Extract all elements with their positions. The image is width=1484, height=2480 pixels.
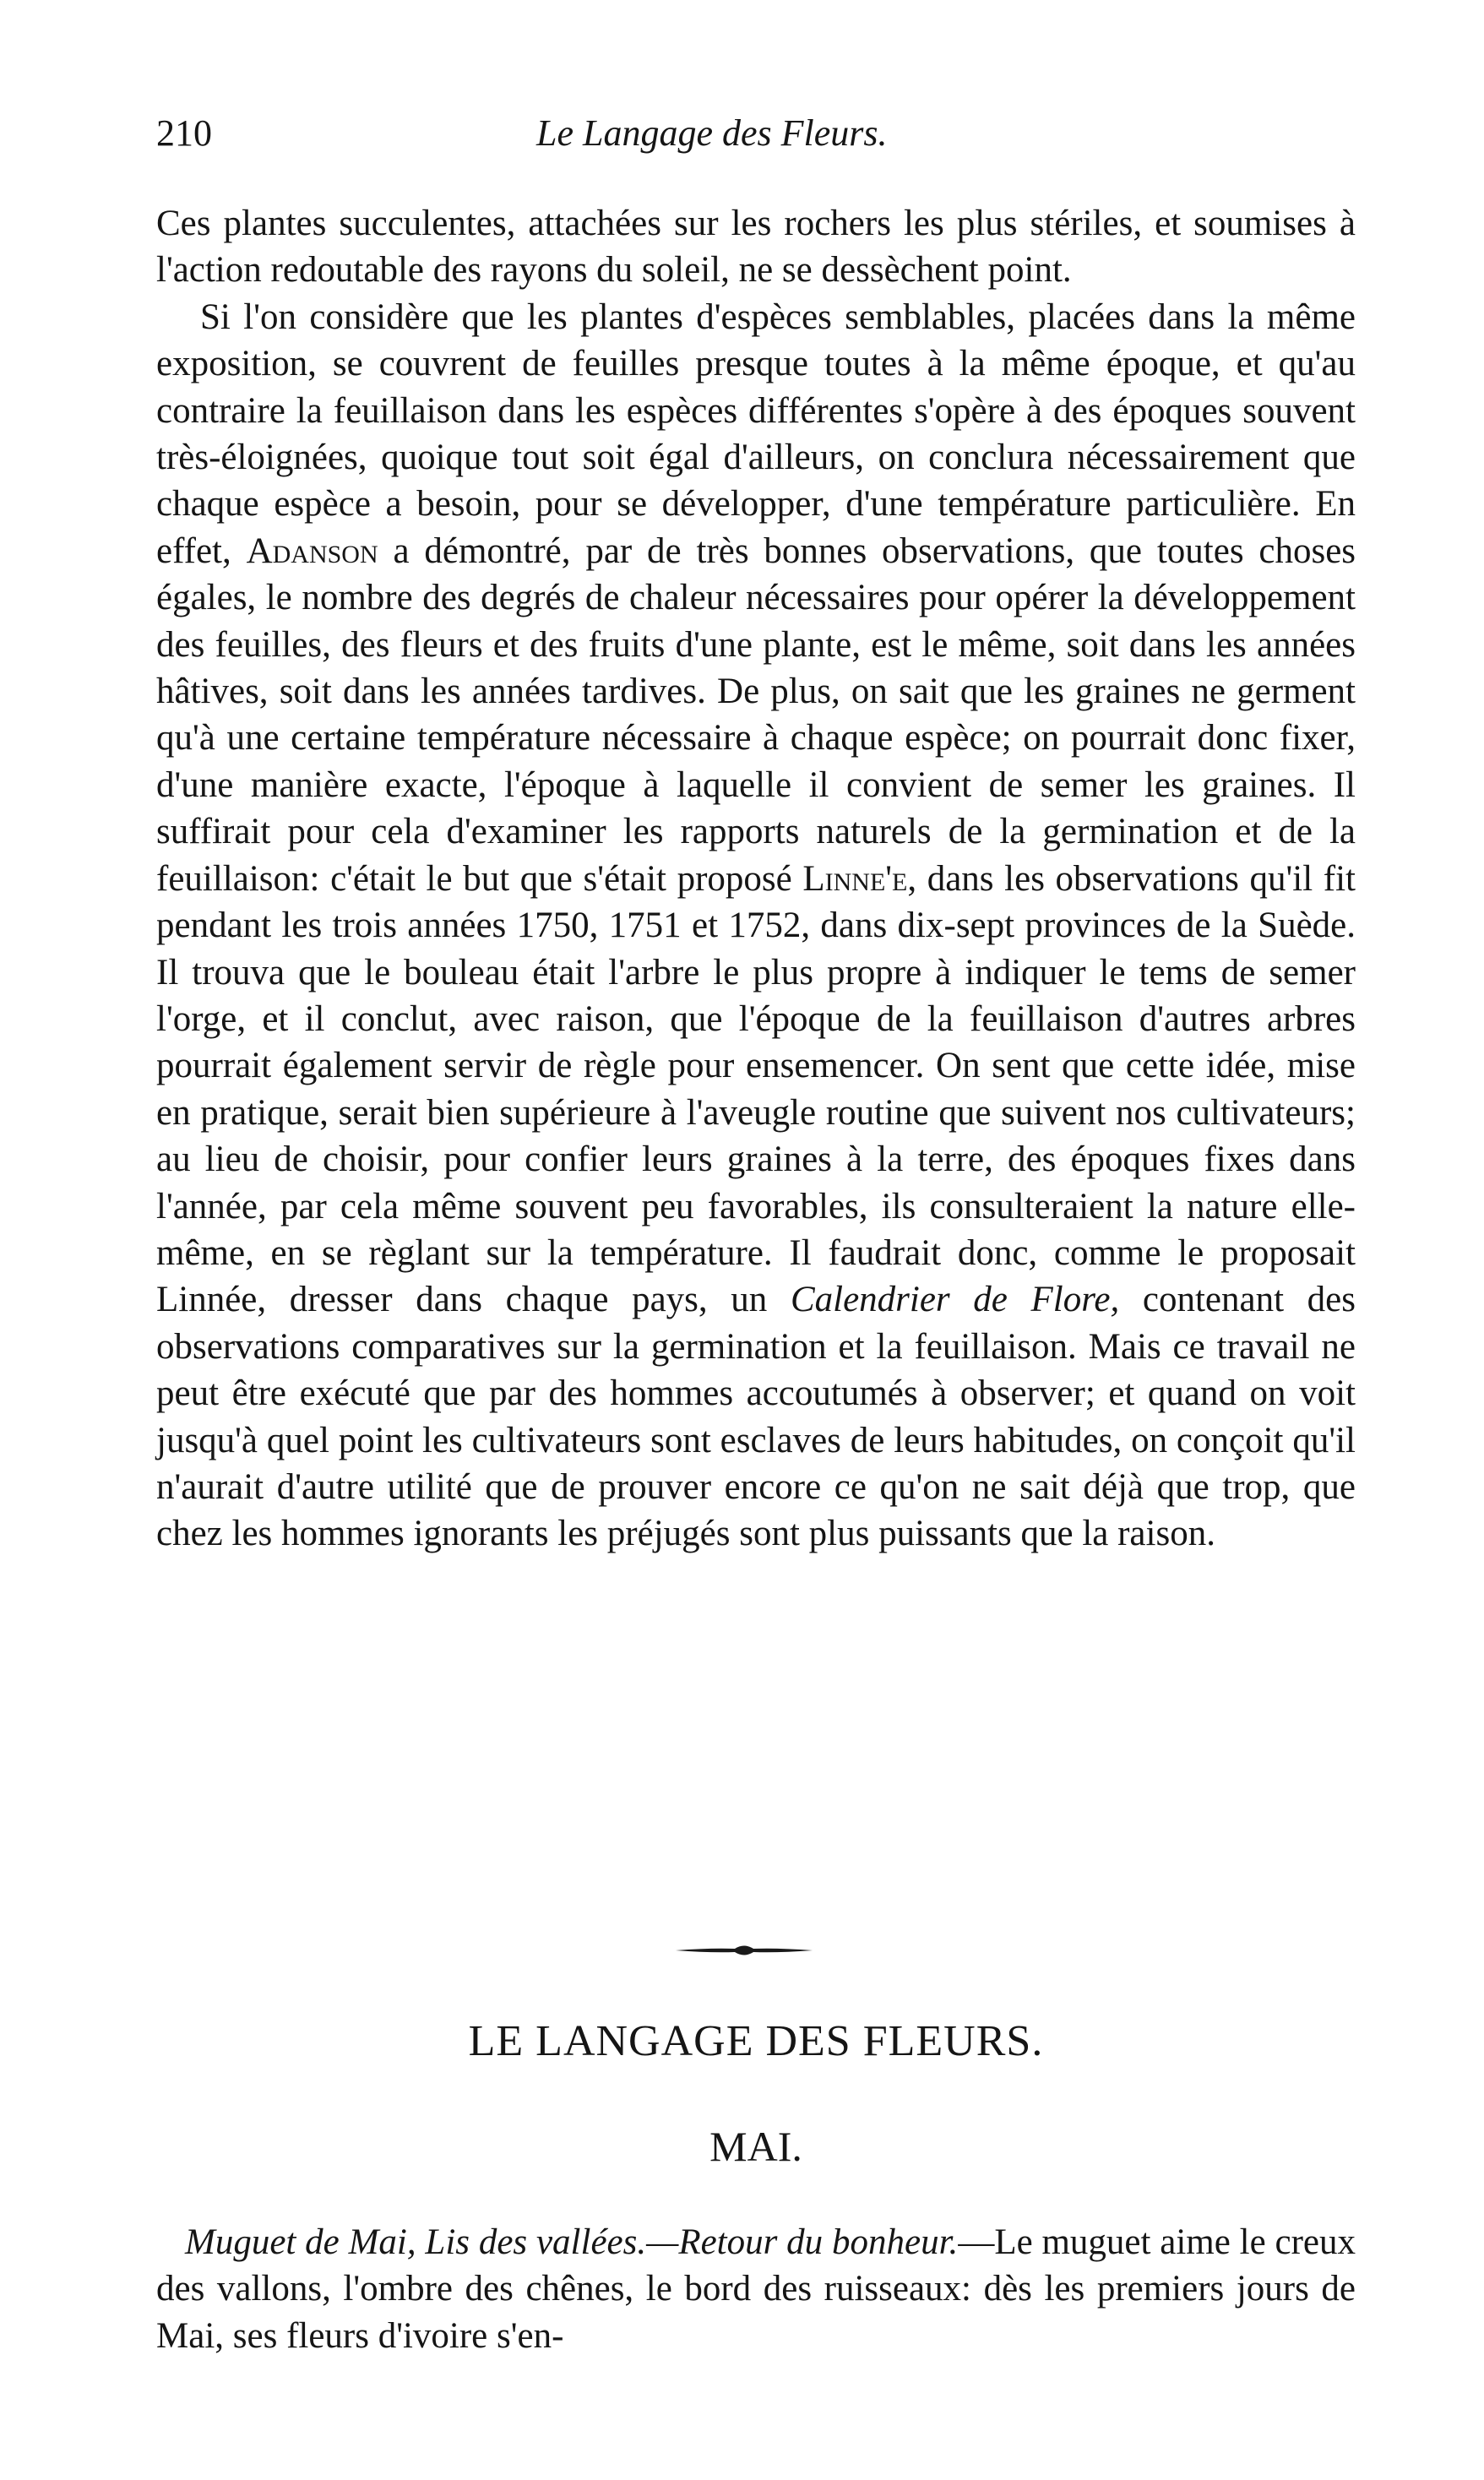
ornament-divider-icon: [676, 1942, 813, 1959]
page-number: 210: [156, 112, 212, 154]
entry-flower-name: Muguet de Mai, Lis des vallées.—Retour du bonheur.: [185, 2222, 959, 2262]
paragraph-1: Ces plantes succulentes, attachées sur les rochers les plus stériles, et soumises à l'action redoutable des rayons du soleil, ne se dessèchent point.: [156, 204, 1356, 291]
month-title: MAI.: [709, 2123, 802, 2170]
entry-paragraph: [156, 2219, 1356, 2359]
running-title: Le Langage des Fleurs.: [536, 112, 888, 154]
running-head: [156, 111, 1356, 162]
entry-text: —Le muguet aime le creux des vallons, l'ombre des chênes, le bord des ruisseaux: dès les premiers jours de Mai, ses fleurs d'ivoire s'en-: [156, 2222, 1356, 2356]
paragraph-2-part-d: contenant des observations comparatives sur la germination et la feuillaison. Mais ce travail ne peut être exécuté que par des hommes accoutumés à observer; et quand on voit jusqu'à quel point les cultivateurs sont esclaves de leurs habitudes, on conçoit qu'il n'aurait d'autre utilité que de prouver encore ce qu'on ne sait déjà que trop, que chez les hommes ignorants les préjugés sont plus puissants que la raison.: [156, 1280, 1356, 1554]
paragraph-2: [156, 294, 1356, 1558]
paragraph-2-part-b: a démontré, par de très bonnes observations, que toutes choses égales, le nombre des degrés de chaleur nécessaires pour opérer la développement des feuilles, des fleurs et des fruits d'une plante, est le même, soit dans les années hâtives, soit dans les années tardives. De plus, on sait que les graines ne germent qu'à une certaine température nécessaire à chaque espèce; on pourrait donc fixer, d'une manière exacte, l'époque à laquelle il convient de semer les graines. Il suffirait pour cela d'examiner les rapports naturels de la germination et de la feuillaison: c'était le but que s'était proposé: [156, 530, 1356, 899]
name-adanson: Adanson: [246, 530, 378, 571]
section-title: LE LANGAGE DES FLEURS.: [468, 2017, 1044, 2065]
name-linne: Linne'e: [802, 858, 908, 899]
body-text: [156, 200, 1356, 1558]
paragraph-2-part-a: Si l'on considère que les plantes d'espèces semblables, placées dans la même exposition, se couvrent de feuilles presque toutes à la même époque, et qu'au contraire la feuillaison dans les espèces différentes s'opère à des époques souvent très-éloignées, quoique tout soit égal d'ailleurs, on conclura nécessairement que chaque espèce a besoin, pour se développer, d'une température particulière. En effet,: [156, 296, 1356, 571]
calendrier-de-flore: Calendrier de Flore,: [790, 1280, 1120, 1320]
paragraph-2-part-c: , dans les observations qu'il fit pendant les trois années 1750, 1751 et 1752, dans dix-sept provinces de la Suède. Il trouva que le bouleau était l'arbre le plus propre à indiquer le tems de semer l'orge, et il conclut, avec raison, que l'époque de la feuillaison d'autres arbres pourrait également servir de règle pour ensemencer. On sent que cette idée, mise en pratique, serait bien supérieure à l'aveugle routine que suivent nos cultivateurs; au lieu de choisir, pour confier leurs graines à la terre, des époques fixes dans l'année, par cela même souvent peu favorables, ils consulteraient la nature elle-même, en se règlant sur la température. Il faudrait donc, comme le proposait Linnée, dresser dans chaque pays, un: [156, 858, 1356, 1320]
